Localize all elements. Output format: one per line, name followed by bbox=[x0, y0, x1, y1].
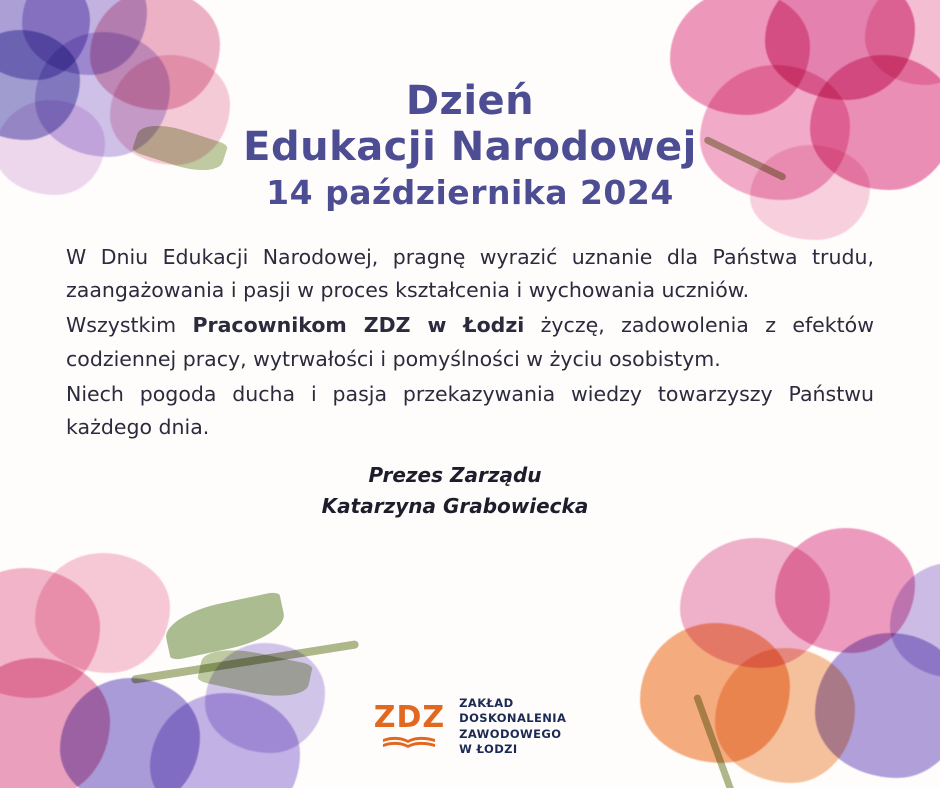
paragraph-2-after: życzę, zadowolenia z efektów codziennej pracy, wytrwałości i pomyślności w życiu osobistym. bbox=[66, 313, 874, 371]
leaf-shape bbox=[162, 591, 289, 661]
stem-shape bbox=[131, 640, 359, 684]
logo-line-3: ZAWODOWEGO bbox=[459, 726, 562, 741]
title-line-1: Dzień bbox=[405, 78, 535, 124]
signature-role: Prezes Zarządu bbox=[368, 463, 542, 488]
paragraph-3: Niech pogoda ducha i pasja przekazywania wiedzy towarzyszy Państwu każdego dnia. bbox=[66, 381, 874, 439]
open-book-icon bbox=[381, 736, 437, 750]
zdz-logo-mark bbox=[373, 700, 446, 750]
logo-line-4: W ŁODZI bbox=[459, 742, 518, 757]
petal-shape bbox=[680, 538, 830, 668]
logo-line-1: ZAKŁAD bbox=[459, 695, 514, 710]
petal-shape bbox=[775, 528, 915, 653]
signature-name: Katarzyna Grabowiecka bbox=[321, 494, 589, 519]
paragraph-2 bbox=[66, 309, 874, 375]
paragraph-1: W Dniu Edukacji Narodowej, pragnę wyrazić uznanie dla Państwa trudu, zaangażowania i pasji w proces kształcenia i wychowania uczniów. bbox=[66, 244, 874, 303]
petal-shape bbox=[0, 568, 100, 698]
petal-shape bbox=[890, 563, 940, 678]
zdz-logo-wordmark bbox=[459, 696, 566, 758]
zdz-logo-text: ZDZ bbox=[373, 700, 446, 736]
title-line-2: Edukacji Narodowej bbox=[243, 124, 697, 170]
petal-shape bbox=[35, 553, 170, 673]
logo-line-2: DOSKONALENIA bbox=[459, 711, 567, 726]
leaf-shape bbox=[197, 642, 313, 704]
paragraph-2-bold: Pracownikom ZDZ w Łodzi bbox=[192, 313, 525, 338]
title-date: 14 października 2024 bbox=[266, 173, 674, 212]
message-body bbox=[66, 241, 874, 444]
page-title bbox=[66, 0, 874, 215]
signature-block bbox=[66, 460, 874, 522]
footer-logo bbox=[0, 696, 940, 758]
paragraph-2-before: Wszystkim bbox=[66, 313, 193, 338]
